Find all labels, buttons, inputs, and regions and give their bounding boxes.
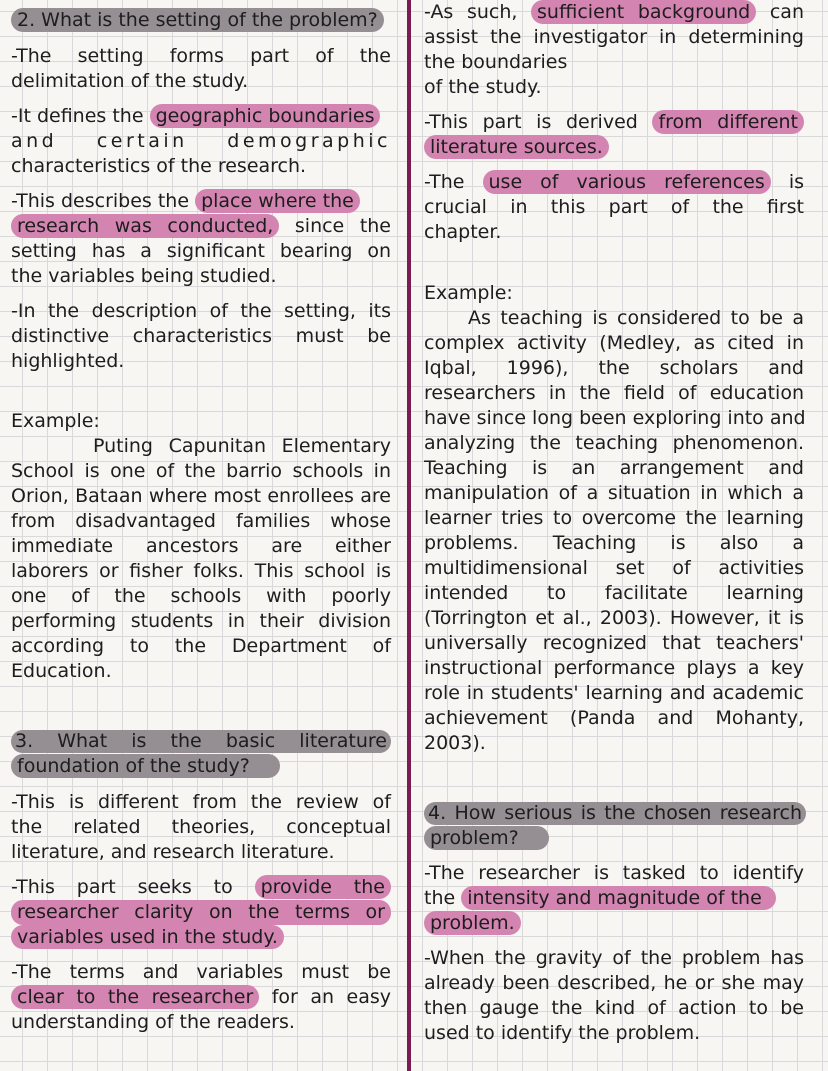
text-line: achievement (Panda and Mohanty, xyxy=(424,707,804,729)
text-line xyxy=(11,925,391,950)
text-line: Education. xyxy=(11,660,112,682)
text-line: -As such, sufficient background can xyxy=(424,1,804,23)
text-line: intended to facilitate learning xyxy=(424,582,804,604)
right-paragraph-2 xyxy=(424,110,804,160)
text-line: (Torrington et al., 2003). However, it is xyxy=(424,607,804,629)
text-line: according to the Department of xyxy=(11,635,391,657)
highlight: research was conducted, xyxy=(11,214,279,238)
text-line: laborers or fisher folks. This school is xyxy=(11,560,391,582)
text-line: chapter. xyxy=(424,221,502,243)
text-line xyxy=(424,801,804,826)
text-line: used to identify the problem. xyxy=(424,1022,701,1044)
text-line: -The setting forms part of the xyxy=(11,45,391,67)
text-line: assist the investigator in determining xyxy=(424,26,804,48)
example-label: Example: xyxy=(11,410,100,432)
q4-paragraph-2 xyxy=(424,946,804,1046)
q2-paragraph-3 xyxy=(11,189,391,289)
q2-paragraph-4 xyxy=(11,299,391,374)
text-line: complex activity (Medley, as cited in xyxy=(424,332,804,354)
text-line: -It defines the geographic boundaries xyxy=(11,104,391,129)
text-line: setting has a significant bearing on xyxy=(11,240,391,262)
text-line: School is one of the barrio schools in xyxy=(11,460,391,482)
text-line: Orion, Bataan where most enrollees are xyxy=(11,485,391,507)
q3-heading xyxy=(11,729,391,779)
q2-paragraph-2 xyxy=(11,104,391,179)
text-line: understanding of the readers. xyxy=(11,1011,295,1033)
q4-heading-line-1: 4. How serious is the chosen research xyxy=(424,802,806,825)
q2-heading-text: 2. What is the setting of the problem? xyxy=(11,8,384,32)
highlight: researcher clarity on the terms or xyxy=(11,900,391,925)
text-line: already been described, he or she may xyxy=(424,972,804,994)
highlight: literature sources. xyxy=(424,135,609,159)
q3-paragraph-2 xyxy=(11,875,391,950)
text-line: the related theories, conceptual xyxy=(11,816,391,838)
highlight: provide the xyxy=(255,875,391,899)
text-line: characteristics of the research. xyxy=(11,155,307,177)
text-line: -This is different from the review of xyxy=(11,791,391,813)
q4-heading xyxy=(424,801,804,851)
q3-heading-line-1: 3. What is the basic literature xyxy=(11,730,391,753)
text-line xyxy=(11,900,391,925)
text-line: crucial in this part of the first xyxy=(424,196,804,218)
text-line: -The researcher is tasked to identify xyxy=(424,862,804,884)
highlight: use of various references xyxy=(483,170,771,194)
text-line: delimitation of the study. xyxy=(11,70,249,92)
text-line: -The use of various references is xyxy=(424,171,804,193)
center-divider xyxy=(407,0,411,1071)
q2-paragraph-1 xyxy=(11,44,391,94)
q4-heading-line-2: problem? xyxy=(424,826,549,850)
q3-paragraph-3 xyxy=(11,960,391,1035)
text-line: of the study. xyxy=(424,76,542,98)
text-line: -In the description of the setting, its xyxy=(11,300,391,322)
text-line xyxy=(11,729,391,754)
q2-heading xyxy=(11,8,391,33)
right-paragraph-3 xyxy=(424,170,804,245)
text-line: multidimensional set of activities xyxy=(424,557,804,579)
text-line: -This describes the place where the xyxy=(11,189,391,214)
text-line: distinctive characteristics must be xyxy=(11,325,391,347)
q2-example xyxy=(11,409,391,684)
text-line: research was conducted, since the xyxy=(11,214,391,239)
text-line: 2003). xyxy=(424,732,486,754)
highlight: geographic boundaries xyxy=(150,104,381,128)
example-label: Example: xyxy=(424,282,513,304)
text-line xyxy=(11,754,391,779)
highlight: from different xyxy=(652,110,804,134)
text-line: -The terms and variables must be xyxy=(11,961,391,983)
text-line: -This part is derived from different xyxy=(424,110,804,135)
text-line: the intensity and magnitude of the xyxy=(424,886,804,911)
highlight: sufficient background xyxy=(531,0,756,24)
text-line: highlighted. xyxy=(11,350,125,372)
text-line: then gauge the kind of action to be xyxy=(424,997,804,1019)
text-line: have since long been exploring into and xyxy=(424,407,806,429)
text-line: and certain demographic xyxy=(11,130,391,152)
q3-heading-line-2: foundation of the study? xyxy=(11,754,280,778)
text-line: manipulation of a situation in which a xyxy=(424,482,804,504)
highlight: place where the xyxy=(195,189,360,213)
text-line: from disadvantaged families whose xyxy=(11,510,391,532)
text-line: immediate ancestors are either xyxy=(11,535,391,557)
text-line: analyzing the teaching phenomenon. xyxy=(424,432,804,454)
text-line: Teaching is an arrangement and xyxy=(424,457,804,479)
q3-paragraph-1 xyxy=(11,790,391,865)
text-line xyxy=(424,826,804,851)
text-line: role in students' learning and academic xyxy=(424,682,804,704)
text-line: As teaching is considered to be a xyxy=(468,307,804,329)
text-line: the variables being studied. xyxy=(11,265,277,287)
highlight: intensity and magnitude of the xyxy=(461,886,776,910)
text-line: researchers in the field of education xyxy=(424,382,804,404)
text-line: universally recognized that teachers' xyxy=(424,632,804,654)
text-line: performing students in their division xyxy=(11,610,391,632)
text-line: -When the gravity of the problem has xyxy=(424,947,804,969)
text-line xyxy=(424,135,804,160)
highlight: variables used in the study. xyxy=(11,925,284,949)
text-line: clear to the researcher for an easy xyxy=(11,985,391,1010)
text-line: literature, and research literature. xyxy=(11,841,335,863)
text-line: Iqbal, 1996), the scholars and xyxy=(424,357,804,379)
text-line: -This part seeks to provide the xyxy=(11,875,391,900)
highlight: problem. xyxy=(424,911,521,935)
text-line: problems. Teaching is also a xyxy=(424,532,804,554)
right-example xyxy=(424,281,804,756)
text-line: learner tries to overcome the learning xyxy=(424,507,804,529)
text-line: instructional performance plays a key xyxy=(424,657,804,679)
continued-paragraph xyxy=(424,0,804,100)
highlight: clear to the researcher xyxy=(11,985,259,1009)
text-line: the boundaries xyxy=(424,51,568,73)
text-line: Puting Capunitan Elementary xyxy=(93,435,391,457)
text-line xyxy=(424,911,804,936)
text-line: one of the schools with poorly xyxy=(11,585,391,607)
q4-paragraph-1 xyxy=(424,861,804,936)
